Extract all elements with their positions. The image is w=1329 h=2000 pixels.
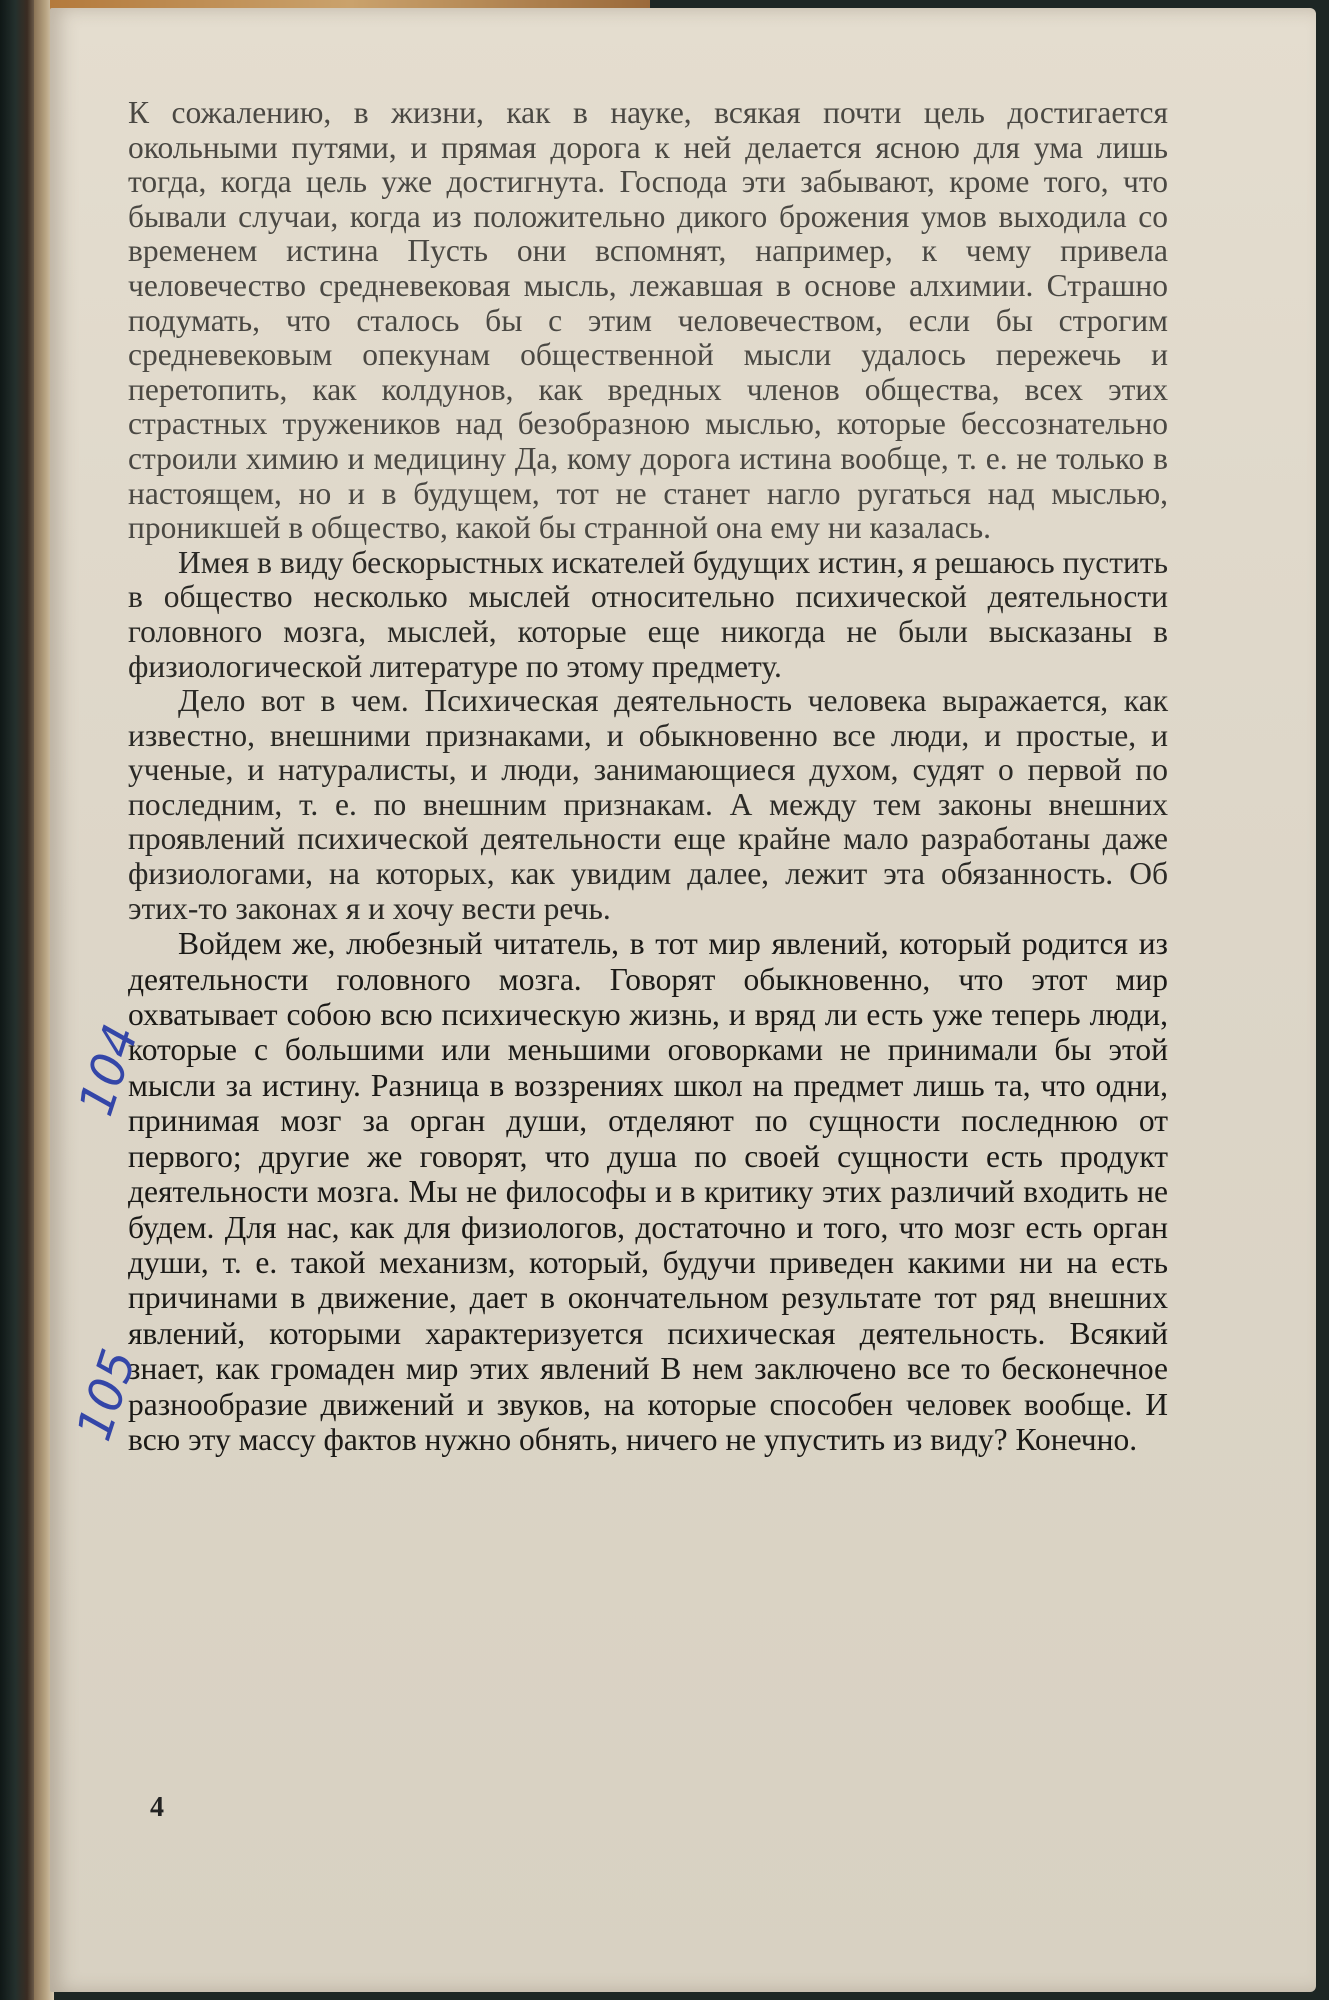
paragraph-2: Имея в виду бескорыстных искателей будущих истин, я решаюсь пустить в общество несколько мыслей относительно психической деятельности головного мозга, мыслей, которые еще никогда не были высказаны в физиологической литературе по этому предмету. <box>128 544 1168 684</box>
page-body <box>128 96 1168 1457</box>
paragraph-1: К сожалению, в жизни, как в науке, всякая почти цель достигается окольными путями, и прямая дорога к ней делается ясною для ума лишь тогда, когда цель уже достигнута. Господа эти забывают, кроме того, что бывали случаи, когда из положительно дикого брожения умов выходила со временем истина Пусть они вспомнят, например, к чему привела человечество средневековая мысль, лежавшая в основе алхимии. Страшно подумать, что сталось бы с этим человечеством, если бы строгим средневековым опекунам общественной мысли удалось пережечь и перетопить, как колдунов, как вредных членов общества, всех этих страстных тружеников над безобразною мыслью, которые бессознательно строили химию и медицину Да, кому дорога истина вообще, т. е. не только в настоящем, но и в будущем, тот не станет нагло ругаться над мыслью, проникшей в общество, какой бы странной она ему ни казалась. <box>128 95 1168 546</box>
paragraph-4: Войдем же, любезный читатель, в тот мир явлений, который родится из деятельности головного мозга. Говорят обыкновенно, что этот мир охватывает собою всю психическую жизнь, и вряд ли есть уже теперь люди, которые с большими или меньшими оговорками не принимали бы этой мысли за истину. Разница в воззрениях школ на предмет лишь та, что одни, принимая мозг за орган души, отделяют по сущности последнюю от первого; другие же говорят, что душа по своей сущности есть продукт деятельности мозга. Мы не философы и в критику этих различий входить не будем. Для нас, как для физиологов, достаточно и того, что мозг есть орган души, т. е. такой механизм, который, будучи приведен какими ни на есть причинами в движение, дает в окончательном результате тот ряд внешних явлений, которыми характеризуется психическая деятельность. Всякий знает, как громаден мир этих явлений В нем заключено все то бесконечное разнообразие движений и звуков, на которые способен человек вообще. И всю эту массу фактов нужно обнять, ничего не упустить из виду? Конечно. <box>128 926 1168 1457</box>
paragraph-3: Дело вот в чем. Психическая деятельность человека выражается, как известно, внешними признаками, и обыкновенно все люди, и простые, и ученые, и натуралисты, и люди, занимающиеся духом, судят о первой по последним, т. е. по внешним признакам. А между тем законы внешних проявлений психической деятельности еще крайне мало разработаны даже физиологами, на которых, как увидим далее, лежит эта обязанность. Об этих-то законах я и хочу вести речь. <box>128 683 1168 926</box>
page-number: 4 <box>150 1792 164 1823</box>
book-binding <box>0 0 34 2000</box>
margin-note-handwritten: 105 <box>66 1342 148 1448</box>
margin-note-handwritten: 104 <box>68 1017 150 1123</box>
